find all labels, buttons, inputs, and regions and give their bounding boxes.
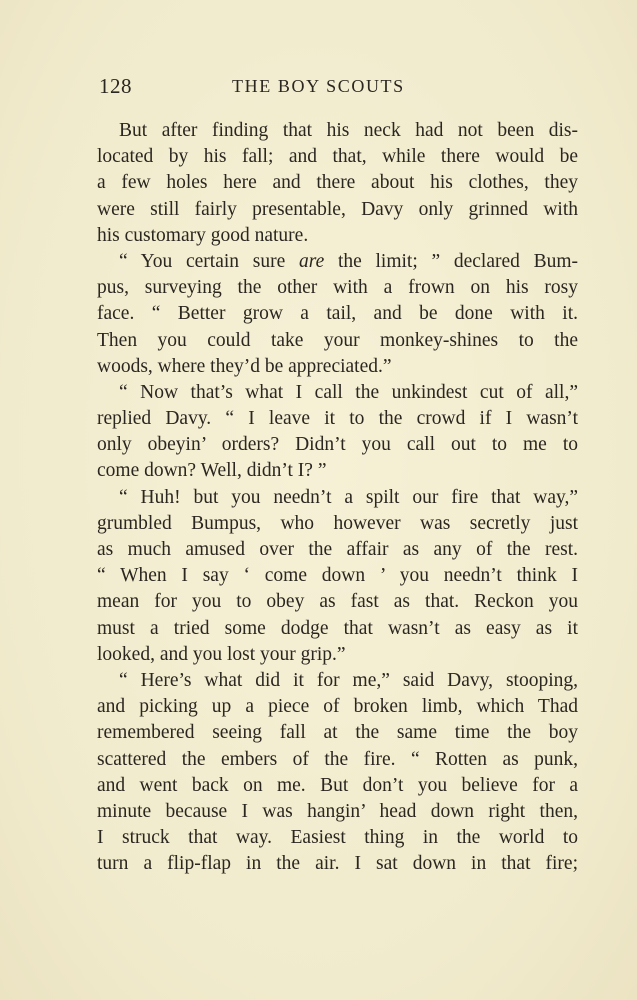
text-line: “ Huh! but you needn’t a spilt our fire that way,” [119,486,578,508]
text-line: remembered seeing fall at the same time the boy [97,722,578,744]
text-line: a few holes here and there about his clothes, they [97,172,578,194]
text-line: were still fairly presentable, Davy only grinned with [97,198,578,220]
emphasized-word: are [298,250,325,272]
text-line: “ Here’s what did it for me,” said Davy, stooping, [119,669,578,691]
text-line: and picking up a piece of broken limb, which Thad [97,696,578,718]
body-text [97,118,578,877]
text-line: grumbled Bumpus, who however was secretly just [97,512,578,534]
page-header [99,74,579,104]
text-line: pus, surveying the other with a frown on his rosy [97,277,578,299]
text-line: turn a flip-flap in the air. I sat down in that fire; [97,853,578,875]
text-line: and went back on me. But don’t you believe for a [97,774,578,796]
text-line: I struck that way. Easiest thing in the world to [97,827,578,849]
text-line: looked, and you lost your grip.” [97,643,346,665]
text-line: come down? Well, didn’t I? ” [97,460,327,482]
text-line: But after finding that his neck had not been dis- [119,120,578,141]
text-line: mean for you to obey as fast as that. Reckon you [97,591,578,613]
text-line: woods, where they’d be appreciated.” [97,355,392,377]
text-line [97,249,578,275]
text-line: as much amused over the affair as any of the rest. [97,539,578,560]
text-line: scattered the embers of the fire. “ Rotten as punk, [97,748,578,770]
text-line: minute because I was hangin’ head down right then, [97,800,578,822]
text-line: face. “ Better grow a tail, and be done with it. [97,303,578,325]
text-line: “ Now that’s what I call the unkindest cut of all,” [119,381,578,403]
text-line: “ When I say ‘ come down ’ you needn’t think I [97,565,578,587]
text-line: only obeyin’ orders? Didn’t you call out to me to [97,434,578,456]
text-segment: the limit; ” declared Bum- [324,250,579,272]
text-segment: “ You certain sure [119,250,299,272]
text-line: Then you could take your monkey-shines to the [97,329,578,351]
page-number: 128 [99,74,132,98]
text-line: replied Davy. “ I leave it to the crowd if I wasn’t [97,408,578,430]
text-line: located by his fall; and that, while there would be [97,146,578,168]
running-title: THE BOY SCOUTS [232,76,405,96]
text-line: must a tried some dodge that wasn’t as easy as it [97,617,578,639]
text-line: his customary good nature. [97,224,309,246]
